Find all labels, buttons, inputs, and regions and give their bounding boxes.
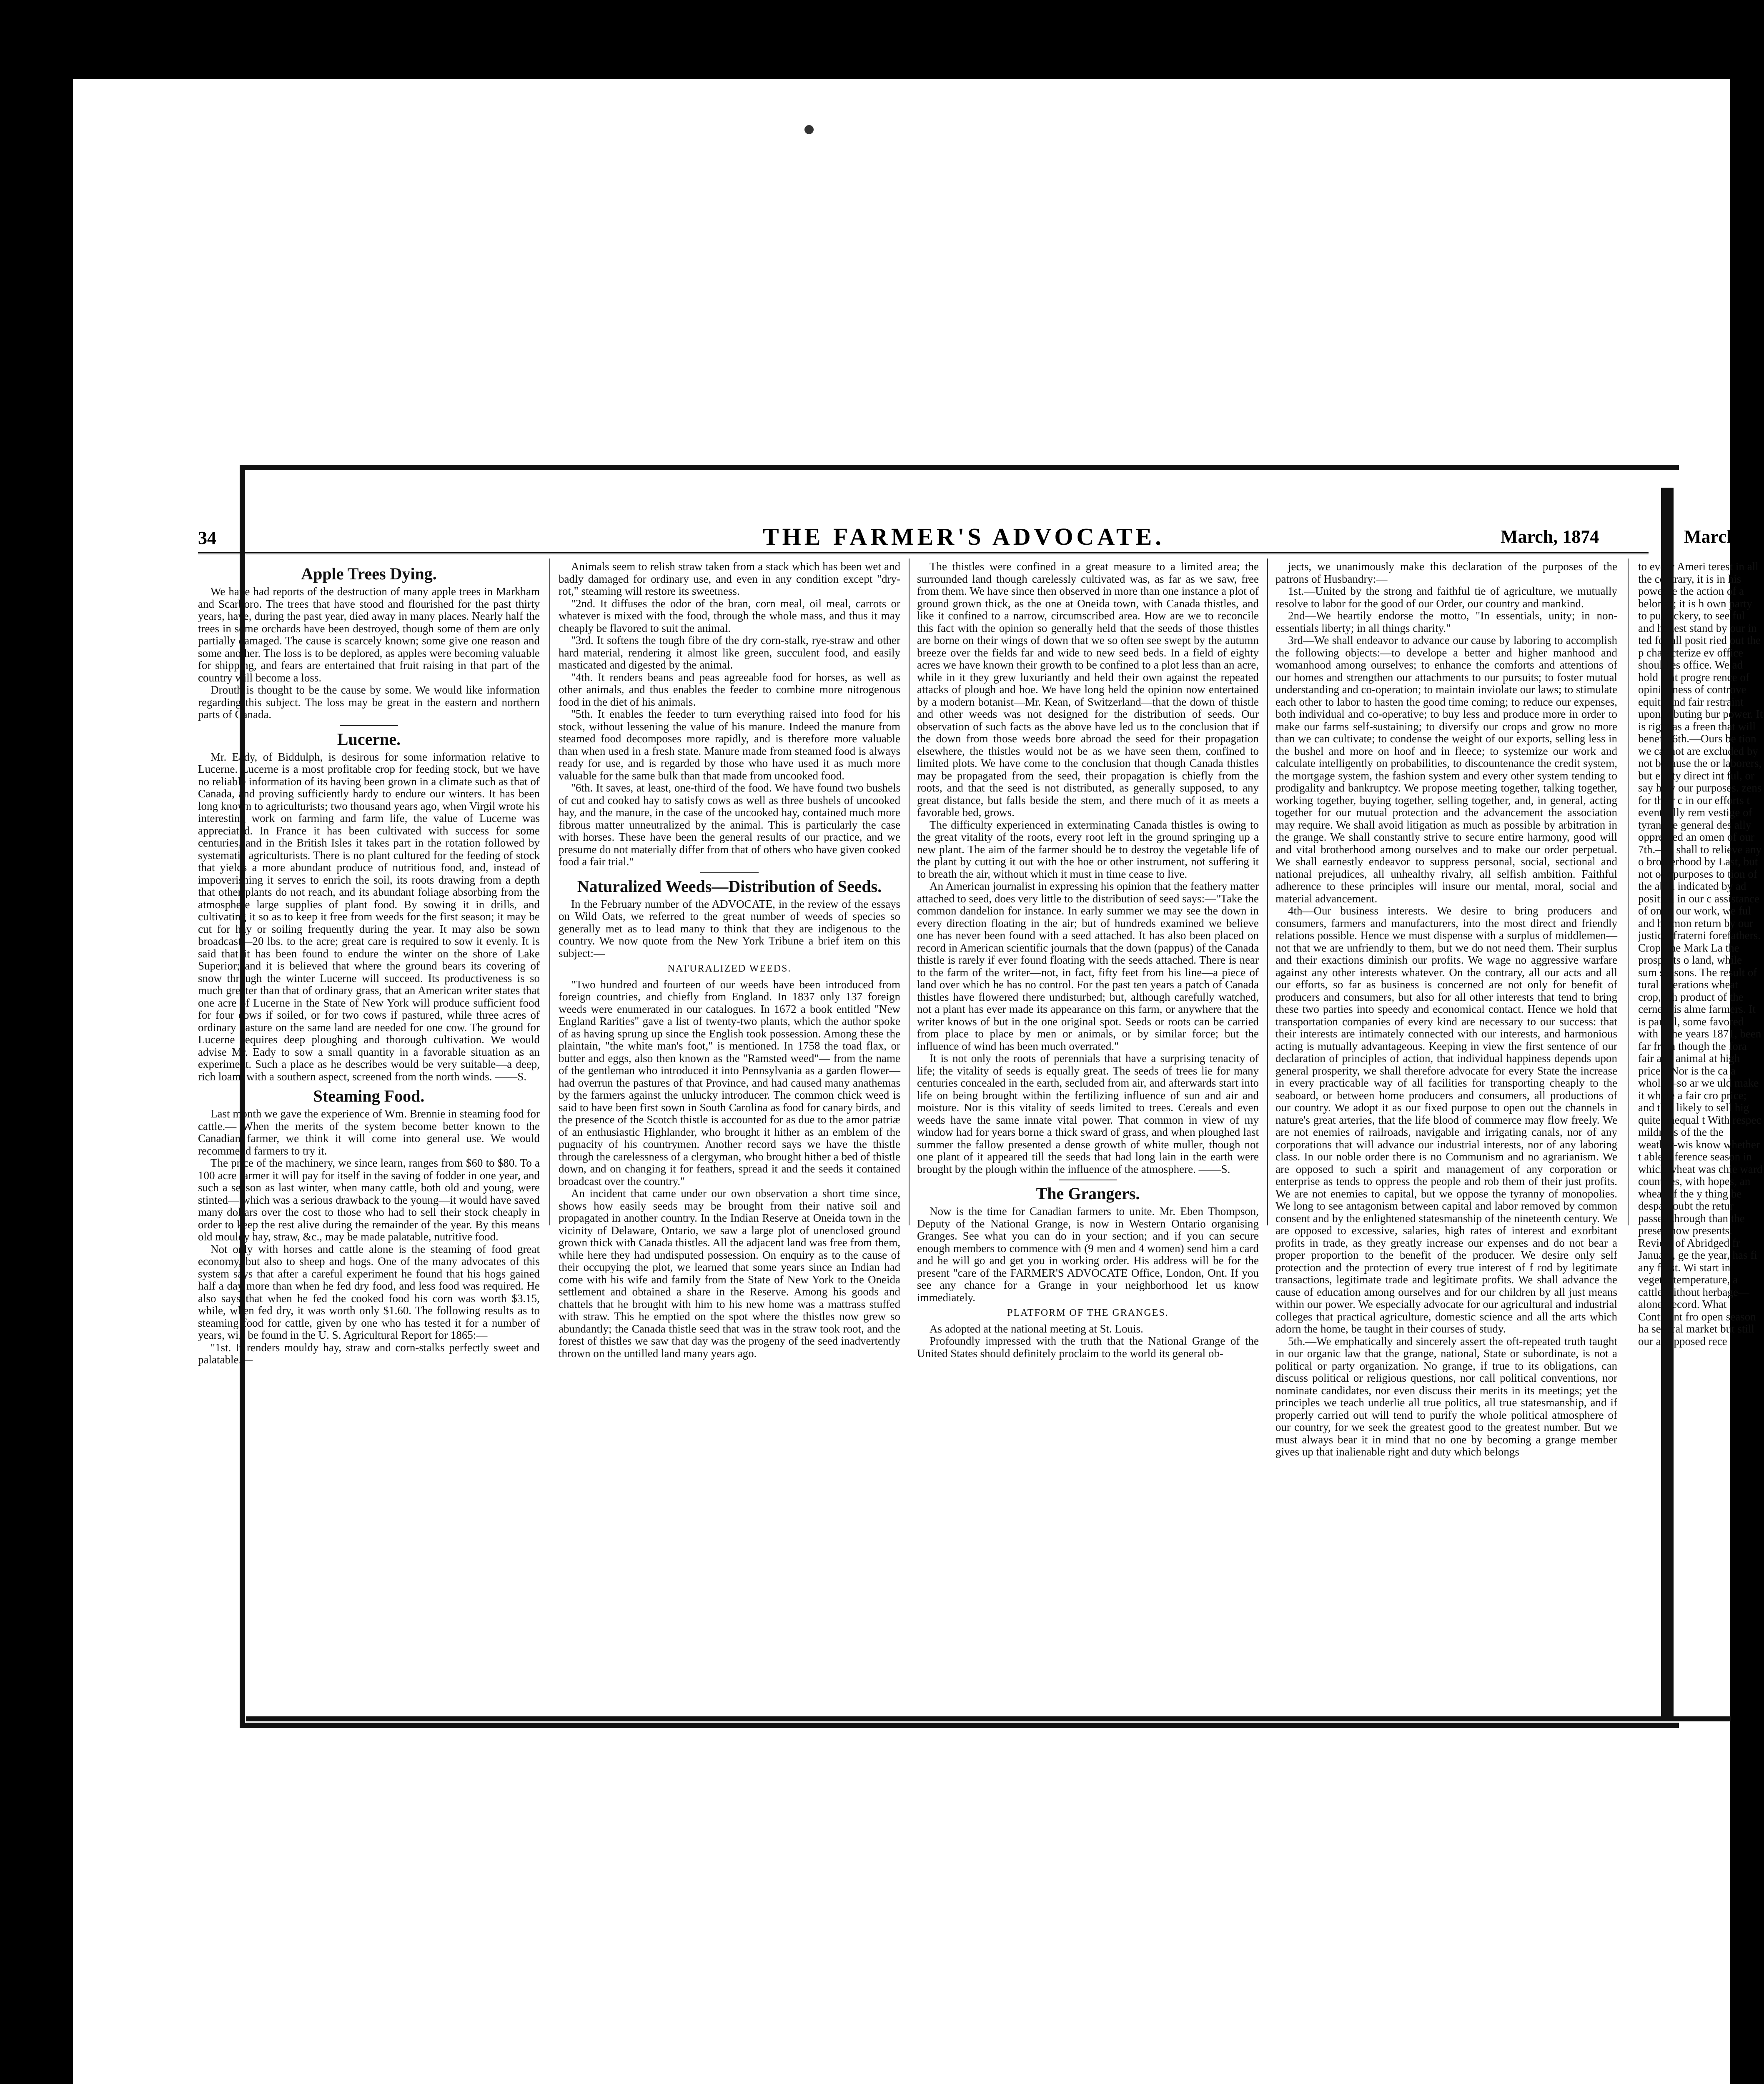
article-paragraph: "4th. It renders beans and peas agreeable food for horses, as well as other animals, and thus enables the feeder to combine more nitrogenous food in the diet of his animals.: [559, 671, 900, 708]
column-divider: [1628, 559, 1629, 1225]
article-heading: Lucerne.: [337, 729, 401, 749]
article-paragraph: jects, we unanimously make this declaration of the purposes of the patrons of Husbandry:—: [1275, 560, 1617, 585]
header-rule: [198, 552, 1649, 554]
article-paragraph: "Two hundred and fourteen of our weeds have been introduced from foreign countries, and chiefly from England. In 1837 only 137 foreign weeds were enumerated in our catalogues. In 1672 a book entitled "New England Rarities" gave a list of twenty-two plants, which the author spoke of as having sprung up since the English took possession. Among these the plaintain, "the white man's foot," is mentioned. In 1758 the toad flax, or butter and eggs, also then known as the "Ramsted weed"— from the name of the gentleman who introduced it into Pennsylvania as a garden flower—had overrun the pastures of that Province, and had caused many anathemas by the farmers against the unlucky introducer. The common chick weed is said to have been first sown in South Carolina as food for canary birds, and the presence of the Scotch thistle is accounted for as due to the amor patriæ of an enthusiastic Highlander, who brought it hither as an emblem of the pugnacity of his countrymen. Another record says we have the thistle through the carelessness of a clergyman, who brought hither a bed of thistle down, and on changing it for feathers, spread it and the seeds it contained broadcast over the country.": [559, 978, 900, 1187]
article-paragraph: Animals seem to relish straw taken from a stack which has been wet and badly damaged for ordinary use, and even in any condition except "dry-rot," steaming will restore its sweetness.: [559, 560, 900, 597]
article-paragraph: Drouth is thought to be the cause by some. We would like information regarding this subject. The loss may be great in the eastern and northern parts of Canada.: [198, 684, 540, 721]
article-paragraph: Last month we gave the experience of Wm. Brennie in steaming food for cattle.— When the merits of the system become better known to the Canadian farmer, we think it will come into general use. We would recommend farmers to try it.: [198, 1107, 540, 1157]
article-paragraph: We have had reports of the destruction of many apple trees in Markham and Scarboro. The trees that have stood and flourished for the past thirty years, have, during the past year, died away in many places. Nearly half the trees in some orchards have been destroyed, though some of them are only partially damaged. The cause is scarcely known; some give one reason and some another. The loss is to be deplored, as apples were becoming valuable for shipping, and fears are entertained that fruit raising in that part of the country will become a loss.: [198, 585, 540, 684]
page-bottom-border: [246, 1716, 1731, 1721]
section-rule: [700, 872, 759, 873]
article-paragraph: Mr. Eady, of Biddulph, is desirous for some information relative to Lucerne. Lucerne is a most profitable crop for feeding stock, but we have no reliable information of its having been grown in a climate such as that of Canada, and proving sufficiently hardy to endure our winters. It has been long known to agriculturists; two thousand years ago, when Virgil wrote his interesting work on farming and farm life, the value of Lucerne was appreciated. In France it has been cultivated with success for some centuries, and in the British Isles it takes part in the rotation followed by systematic agriculturists. There is no plant cultured for the feeding of stock that yields a more abundant produce of nutritious food, and, instead of impoverishing it serves to enrich the soil, its roots drawing from a depth that other plants do not reach, and its abundant foliage absorbing from the atmosphere large supplies of plant food. By sowing it in drills, and cultivating it so as to keep it free from weeds for the first season; it may be cut for hay or soiling frequently during the year. It may also be sown broadcast—20 lbs. to the acre; great care is required to sow it evenly. It is said that it has been found to endure the winter on the shore of Lake Superior; and it is believed that where the ground bears its covering of snow through the winter Lucerne will succeed. Its productiveness is so much greater than that of ordinary grass, that an American writer states that one acre of Lucerne in the State of New York will produce sufficient food for four cows if soiled, or for two cows if pastured, while three acres of ordinary pasture on the same land are needed for one cow. The ground for Lucerne requires deep ploughing and thorough cultivation. We would advise Mr. Eady to sow a small quantity in a favorable situation as an experiment. Such a place as he describes would be very suitable—a deep, rich loam, with a southern aspect, screened from the north winds. ——S.: [198, 750, 540, 1083]
column-4: [1275, 560, 1617, 1458]
article-paragraph: In the February number of the ADVOCATE, in the review of the essays on Wild Oats, we referred to the great number of weeds of species so generally met as to lead many to think that they are indigenous to the country. We now quote from the New York Tribune a brief item on this subject:—: [559, 897, 900, 959]
masthead-title: THE FARMER'S ADVOCATE.: [763, 523, 1165, 550]
article-paragraph: Profoundly impressed with the truth that the National Grange of the United States should definitely proclaim to the world its general ob-: [917, 1335, 1259, 1360]
article-paragraph: 4th—Our business interests. We desire to bring producers and consumers, farmers and manufacturers, into the most direct and friendly relations possible. Hence we must dispense with a surplus of middlemen—not that we are unfriendly to them, but we do not need them. Their surplus and their exactions diminish our profits. We wage no aggressive warfare against any other interests whatever. On the contrary, all our acts and all our efforts, so far as business is concerned are not only for benefit of producers and consumers, but also for all other interests that tend to bring these two parties into speedy and economical contact. Hence we hold that transportation companies of every kind are necessary to our success: that their interests are intimately connected with our interests, and harmonious acting is mutually advantageous. Keeping in view the first sentence of our declaration of principles of action, that individual happiness depends upon general prosperity, we shall therefore advocate for every State the increase in every practicable way of all facilities for transporting cheaply to the seaboard, or between home producers and consumers, all productions of our country. We adopt it as our fixed purpose to open out the channels in nature's great arteries, that the life blood of commerce may flow freely. We are not enemies of railroads, navigable and irrigating canals, nor of any corporations that will advance our industrial interests, nor of any laboring class. In our noble order there is no Communism and no agrarianism. We are opposed to such a spirit and management of any corporation or enterprise as tends to oppress the people and rob them of their just profits. We are not enemies to capital, but we oppose the tyranny of monopolies. We long to see antagonism between capital and labor removed by common consent and by the enlightened statesmanship of the nineteenth century. We are opposed to excessive, salaries, high rates of interest and exorbitant profits in trade, as they greatly increase our expenses and do not bear a proper proportion to the benefit of the producer. We desire only self protection and the protection of every true interest of f rod by legitimate transactions, legitimate trade and legitimate profits. We shall advance the cause of education among ourselves and for our children by all just means within our power. We especially advocate for our agricultural and industrial colleges that practical agriculture, domestic science and all the arts which adorn the home, be taught in their courses of study.: [1275, 904, 1617, 1335]
section-rule: [340, 725, 398, 726]
article-paragraph: "5th. It enables the feeder to turn everything raised into food for his stock, without lessening the value of his manure. Indeed the manure from steamed food decomposes more rapidly, and is therefore more valuable than when used in a fresh state. Manure made from steamed food is always ready for use, and is regarded by those who have used it as much more valuable for the same bulk than that made from uncooked food.: [559, 708, 900, 782]
article-paragraph: "6th. It saves, at least, one-third of the food. We have found two bushels of cut and cooked hay to satisfy cows as well as three bushels of uncooked hay, and the manure, in the case of the uncooked hay, contained much more fibrous matter unneutralized by the animal. This is particularly the case with horses. These have been the general results of our practice, and we presume do not materially differ from that of others who have given cooked food a fair trial.": [559, 782, 900, 868]
article-paragraph: The price of the machinery, we since learn, ranges from $60 to $80. To a 100 acre farmer it will pay for itself in the saving of fodder in one year, and such a season as last winter, when many cattle, both old and young, were stinted— which was a serious drawback to the young—it would have saved many dollars over the cost to those who had to sell their stock cheaply in order to keep the rest alive during the remainder of the year. By this means old mouldy hay, straw, &c., may be made palatable, nutritive food.: [198, 1157, 540, 1243]
article-paragraph: It is not only the roots of perennials that have a surprising tenacity of life; the vitality of seeds is equally great. The seeds of trees lie for many centuries concealed in the earth, secluded from air, and afterwards start into life on being brought within the fertilizing influence of sun and air and moisture. Nor is this vitality of seeds limited to trees. Cereals and even weeds have the same innate vital power. That common in view of my window had for years borne a thick sward of grass, and when ploughed last summer the fallow presented a dense growth of white muller, though not one plant of it appeared till the seeds that had long lain in the earth were brought by the plough within the influence of the atmosphere. ——S.: [917, 1052, 1259, 1175]
article-heading: Apple Trees Dying.: [301, 564, 437, 583]
article-paragraph: An incident that came under our own observation a short time since, shows how easily seeds may be brought from their native soil and propagated in another country. In the Indian Reserve at Oneida town in the vicinity of Delaware, Ontario, we saw a large plot of unenclosed ground grown thick with Canada thistles. All the adjacent land was free from them, while here they had undisputed possession. On enquiry as to the cause of their occupying the plot, we learned that some years since an Indian had come with his wife and family from the State of New York to the Oneida settlement and obtained a share in the Reserve. Among his goods and chattels that he brought with him to his new home was a mattrass stuffed with straw. This he emptied on the spot where the thistles now grew so abundantly; the Canada thistle seed that was in the straw took root, and the forest of thistles we saw that day was the progeny of the seed inadvertently thrown on the untilled land many years ago.: [559, 1187, 900, 1360]
article-paragraph: An American journalist in expressing his opinion that the feathery matter attached to seed, does very little to the distribution of seed says:—"Take the common dandelion for instance. In early summer we may see the down in every direction floating in the air; but of hundreds examined we believe one has never been found with a seed attached. It has also been placed on record in American scientific journals that the down (pappus) of the Canada thistle is rarely if ever found floating with the seeds attached. There is near to the farm of the writer—not, in fact, fifty feet from his line—a piece of land over which he has no control. For the past ten years a patch of Canada thistles have flowered there undisturbed; but, although carefully watched, not a plant has ever made its appearance on this farm, or anywhere that the writer knows of but in the one original spot. Seeds or roots can be carried from place to place by men or animals, or by similar force; but the influence of wind has been much overrated.": [917, 880, 1259, 1052]
column-1: [198, 561, 540, 1366]
article-paragraph: 3rd—We shall endeavor to advance our cause by laboring to accomplish the following objects:—to develope a better and higher manhood and womanhood among ourselves; to enhance the comforts and attentions of our homes and strengthen our attachments to our pursuits; to foster mutual understanding and co-operation; to maintain inviolate our laws; to stimulate each other to labor to hasten the good time coming; to reduce our expenses, both individual and co-operative; to buy less and produce more in order to make our farms self-sustaining; to diversify our crops and grow no more than we can cultivate; to condense the weight of our exports, selling less in the bushel and more on hoof and in fleece; to systemize our work and calculate intelligently on probabilities, to discountenance the credit system, the mortgage system, the fashion system and every other system tending to prodigality and bankruptcy. We propose meeting together, talking together, working together, buying together, selling together, and, in general, acting together for our mutual protection and the advancement the association may require. We shall avoid litigation as much as possible by arbitration in the grange. We shall constantly strive to secure entire harmony, good will and vital brotherhood among ourselves and to make our order perpetual. We shall earnestly endeavor to suppress personal, social, sectional and national prejudices, all unhealthy rivalry, all selfish ambition. Faithful adherence to these principles will insure our mental, moral, social and material advancement.: [1275, 634, 1617, 905]
issue-date: March, 1874: [1501, 526, 1599, 547]
facing-page-date: March, 1: [1684, 526, 1755, 547]
article-heading: Naturalized Weeds—Distribution of Seeds.: [577, 877, 882, 896]
article-paragraph: "2nd. It diffuses the odor of the bran, corn meal, oil meal, carrots or whatever is mixed with the food, through the whole mass, and thus it may cheaply be flavored to suit the animal.: [559, 597, 900, 634]
article-paragraph: Now is the time for Canadian farmers to unite. Mr. Eben Thompson, Deputy of the National Grange, is now in Western Ontario organising Granges. See what you can do in your section; and if you can secure enough members to commence with (9 men and 4 women) send him a card and he will go and get you in working order. His address will be for the present "care of the FARMER'S ADVOCATE Office, London, Ont. If you see any chance for a Grange in your neighborhood let us know immediately.: [917, 1205, 1259, 1304]
article-paragraph: The difficulty experienced in exterminating Canada thistles is owing to the great vitality of the roots, every root left in the ground springing up a new plant. The aim of the farmer should be to destroy the vegetable life of the plant by cutting it out with the hoe or other instrument, not suffering it to breath the air, without which it must in time cease to live.: [917, 818, 1259, 880]
article-heading: Steaming Food.: [313, 1087, 425, 1105]
page-number: 34: [198, 528, 216, 548]
article-paragraph: As adopted at the national meeting at St. Louis.: [930, 1322, 1143, 1335]
column-divider: [549, 559, 550, 1225]
article-paragraph: to every Ameri terest in all the contrary, it is in his power le the action of a belongs; it is h own party to pu trickery, to see ful and honest stand by our in ted for all posit ried out the p characterize ev office should es office. We ad hold that progre rence of opini n ness of controve equity and fair restraint upon tributing bur power. It is right as a freen that will benefit 6th.—Ours be tion we cannot are excluded by not because the or laborers, but entity direct int ful, or say how our purposes. zens for their c in our efforts t eventually rem vestige of tyran the general des ally oppressed an omen of our 7th.—It shall to relieve any o brotherhood by Last, but not our purposes to tion of the abili indicated by ad position in our c assistance of on in our work, we ful and harmon return by our justice, fraterni forefathers. Crop The Mark La the prospects o land, while sum seasons. The result of tural operations wheat crop, wh product of the cerned, is alme farmers. It is partial, some favored with a the years 1871, been far from though the fora fair and animal at high prices. Nor is the ca a whole—so ar we uld make it whole a fair cro price; and this likely to sell hig quite unequal t With respec mildness of the the weather-wis know whether t able inference season in which wheat was chie ward countries, with hopes, an wheat of the y thing be despai loubt the retur passed through than the presen now presents. Review of Abridged fr January, ge the year, has fi any frost. Wi start in vegetat temperature, a cattle without herbage—alone, record. What Continent fro open season ha several market but still our a supposed rece: [1638, 560, 1763, 1348]
article-paragraph: "3rd. It softens the tough fibre of the dry corn-stalk, rye-straw and other hard material, rendering it almost like green, succulent food, and easily masticated and digested by the animal.: [559, 634, 900, 671]
article-paragraph: 1st.—United by the strong and faithful tie of agriculture, we mutually resolve to labor for the good of our Order, our country and mankind.: [1275, 585, 1617, 610]
article-heading: The Grangers.: [1036, 1184, 1140, 1203]
column-2: [559, 560, 900, 1360]
column-divider: [1267, 559, 1268, 1225]
column-3: [917, 560, 1259, 1360]
punch-mark: [804, 125, 814, 134]
column-divider: [909, 559, 910, 1225]
article-paragraph: 5th.—We emphatically and sincerely assert the oft-repeated truth taught in our organic law that the grange, national, State or subordinate, is not a political or party organization. No grange, if true to its obligations, can discuss political or religious questions, nor call political conventions, nor nominate candidates, nor even discuss their merits in its meetings; yet the principles we teach underlie all true politics, all true statesmanship, and if properly carried out will tend to purify the whole political atmosphere of our country, for we seek the greatest good to the greatest number. But we must always bear it in mind that no one by becoming a grange member gives up that inalienable right and duty which belongs: [1275, 1335, 1617, 1458]
subheading: NATURALIZED WEEDS.: [667, 963, 792, 974]
article-paragraph: Not only with horses and cattle alone is the steaming of food great economy, but also to sheep and hogs. One of the many advocates of this system says that after a careful experiment he found that his hogs gained half a day more than when he fed dry food, and less food was required. He also says that when he fed the cooked food his corn was worth $3.15, while, when fed dry, it was worth only $1.60. The following results as to steaming food for cattle, given by one who has tested it for a number of years, will be found in the U. S. Agricultural Report for 1865:—: [198, 1242, 540, 1341]
article-paragraph: The thistles were confined in a great measure to a limited area; the surrounded land though carelessly cultivated was, as far as we saw, free from them. We have since then observed in more than one instance a plot of ground grown thick, as the one at Oneida town, with Canada thistles, and like it confined to a narrow, circumscribed area. How are we to reconcile this fact with the opinion so generally held that the seeds of those thistles are borne on their wings of down that we so often see swept by the autumn breeze over the fields far and wide to new seed beds. In a field of eighty acres we have known their growth to be confined to a plot less than an acre, while in it they grew luxuriantly and held their own against the repeated attacks of plough and hoe. We have long held the opinion now entertained by a modern botanist—Mr. Kean, of Switzerland—that the down of thistle and other weeds was not designed for the distribution of seeds. Our observation of such facts as the above have led us to the conclusion that if the down from those weeds bore abroad the seed for their propagation elsewhere, the thistles would not be as we have seen them, confined to limited plots. We have come to the conclusion that though Canada thistles may be propagated from the seed, their propagation is chiefly from the roots, and that the seed is not distributed, as generally supposed, to any great distance, but falls beside the stem, and there much of it as meets a favorable bed, grows.: [917, 560, 1259, 819]
subheading: PLATFORM OF THE GRANGES.: [1007, 1308, 1169, 1318]
article-paragraph: "1st. It renders mouldy hay, straw and corn-stalks perfectly sweet and palatable.—: [198, 1341, 540, 1366]
article-paragraph: 2nd—We heartily endorse the motto, "In essentials, unity; in non-essentials liberty; in all things charity.": [1275, 609, 1617, 634]
column-5-cut-off: [1638, 560, 1763, 1348]
